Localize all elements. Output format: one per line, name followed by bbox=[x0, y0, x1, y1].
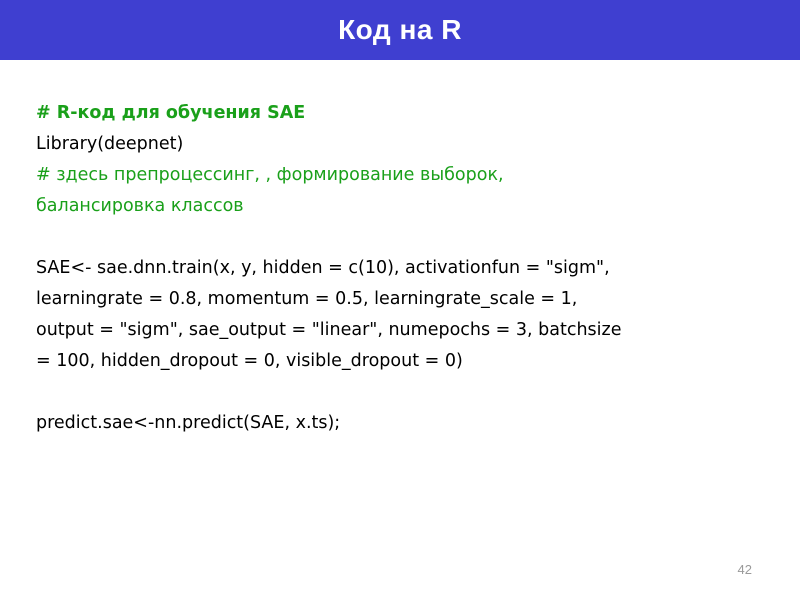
code-comment-line: балансировка классов bbox=[36, 196, 244, 216]
code-train-line: output = "sigm", sae_output = "linear", numepochs = 3, batchsize bbox=[36, 320, 622, 340]
code-train-line: learningrate = 0.8, momentum = 0.5, learningrate_scale = 1, bbox=[36, 289, 578, 309]
code-predict-line: predict.sae<-nn.predict(SAE, x.ts); bbox=[36, 413, 341, 433]
code-train-line: SAE<- sae.dnn.train(x, y, hidden = c(10), activationfun = "sigm", bbox=[36, 258, 610, 278]
title-bar bbox=[0, 0, 800, 60]
slide-title: Код на R bbox=[338, 14, 462, 45]
code-train-line: = 100, hidden_dropout = 0, visible_dropout = 0) bbox=[36, 351, 463, 371]
page-number: 42 bbox=[737, 562, 752, 577]
code-block bbox=[36, 98, 776, 439]
blank-line bbox=[36, 222, 776, 253]
code-library-line: Library(deepnet) bbox=[36, 134, 184, 154]
blank-line bbox=[36, 377, 776, 408]
code-comment-heading: # R-код для обучения SAE bbox=[36, 103, 306, 123]
code-comment-line: # здесь препроцессинг, , формирование выборок, bbox=[36, 165, 504, 185]
